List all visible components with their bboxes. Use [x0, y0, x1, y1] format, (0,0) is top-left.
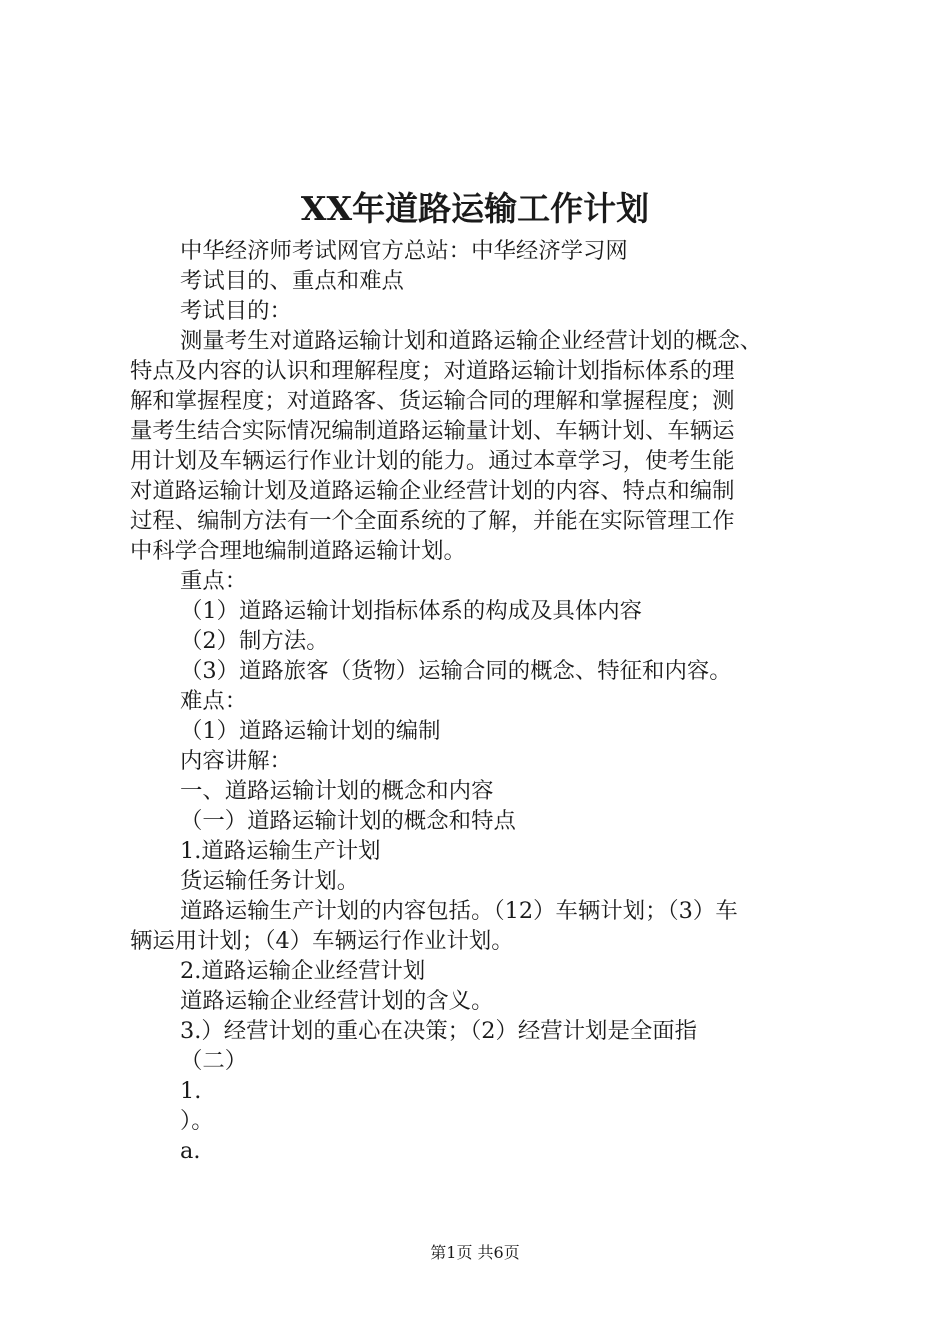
text-line: 道路运输企业经营计划的含义。	[180, 988, 494, 1014]
paragraph-line: 量考生结合实际情况编制道路运输量计划、车辆计划、车辆运	[130, 418, 735, 444]
paragraph-line: 对道路运输计划及道路运输企业经营计划的内容、特点和编制	[130, 478, 735, 504]
text-line: 1.	[180, 1078, 202, 1104]
paragraph-line: 中科学合理地编制道路运输计划。	[130, 538, 466, 564]
text-line: 难点：	[180, 688, 248, 714]
text-line: a.	[180, 1138, 201, 1164]
section-heading: 一、道路运输计划的概念和内容	[180, 778, 494, 804]
list-item: （1）道路运输计划的编制	[180, 718, 441, 744]
text-line: 考试目的：	[180, 298, 292, 324]
page-number: 第1页 共6页	[430, 1243, 520, 1262]
text-line: 1.道路运输生产计划	[180, 838, 381, 864]
text-line: ）。	[180, 1108, 214, 1134]
paragraph-line: 特点及内容的认识和理解程度；对道路运输计划指标体系的理	[130, 358, 735, 384]
text-line: 重点：	[180, 568, 248, 594]
text-line: 2.道路运输企业经营计划	[180, 958, 426, 984]
paragraph-line: 道路运输生产计划的内容包括。（12）车辆计划；（3）车	[180, 898, 738, 924]
list-item: （1）道路运输计划指标体系的构成及具体内容	[180, 598, 643, 624]
paragraph-line: 过程、编制方法有一个全面系统的了解，并能在实际管理工作	[130, 508, 735, 534]
list-item: （2）制方法。	[180, 628, 329, 654]
text-line: 3.）经营计划的重心在决策；（2）经营计划是全面指	[180, 1018, 698, 1044]
paragraph-line: 解和掌握程度；对道路客、货运输合同的理解和掌握程度；测	[130, 388, 735, 414]
paragraph-line: 测量考生对道路运输计划和道路运输企业经营计划的概念、	[180, 328, 763, 354]
document-title: XX年道路运输工作计划	[300, 189, 650, 228]
paragraph-line: 辆运用计划；（4）车辆运行作业计划。	[130, 928, 514, 954]
text-line: 内容讲解：	[180, 748, 292, 774]
list-item: （3）道路旅客（货物）运输合同的概念、特征和内容。	[180, 658, 732, 684]
subsection-heading: （一）道路运输计划的概念和特点	[180, 808, 516, 834]
text-line: 中华经济师考试网官方总站：中华经济学习网	[180, 238, 628, 264]
paragraph-line: 用计划及车辆运行作业计划的能力。通过本章学习，使考生能	[130, 448, 735, 474]
text-line: 考试目的、重点和难点	[180, 268, 404, 294]
document-body	[130, 236, 850, 1166]
text-line: （二）	[180, 1048, 248, 1074]
text-line: 货运输任务计划。	[180, 868, 360, 894]
